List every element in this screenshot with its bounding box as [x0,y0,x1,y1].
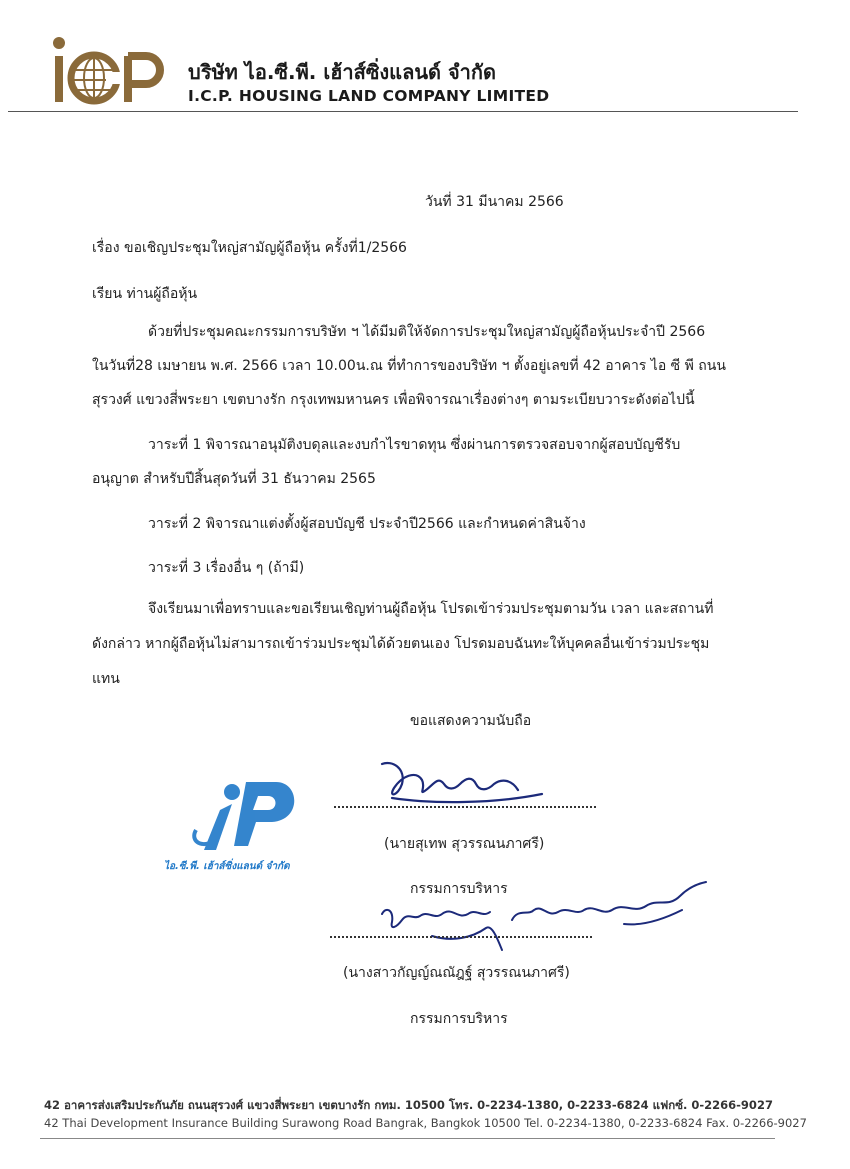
agenda-item-1: วาระที่ 1 พิจารณาอนุมัติงบดุลและงบกำไรขาดทุน ซึ่งผ่านการตรวจสอบจากผู้สอบบัญชีรับ [148,437,681,453]
letter-subject: เรื่อง ขอเชิญประชุมใหญ่สามัญผู้ถือหุ้น ครั้งที่1/2566 [92,240,407,256]
signatory-2-name: (นางสาวกัญญ์ณณัฎฐ์ สุวรรณนภาศรี) [343,965,570,981]
company-logo [46,34,164,106]
signature-1 [372,750,552,808]
closing-line: จึงเรียนมาเพื่อทราบและขอเรียนเชิญท่านผู้ถือหุ้น โปรดเข้าร่วมประชุมตามวัน เวลา และสถานที่ [148,601,714,617]
footer-divider [40,1138,775,1139]
signature-2 [362,880,714,962]
signatory-1-name: (นายสุเทพ สุวรรณนภาศรี) [384,836,545,852]
intro-line: ด้วยที่ประชุมคณะกรรมการบริษัท ฯ ได้มีมติให้จัดการประชุมใหญ่สามัญผู้ถือหุ้นประจำปี 2566 [148,324,706,340]
intro-line: ในวันที่28 เมษายน พ.ศ. 2566 เวลา 10.00น.ณ ที่ทำการของบริษัท ฯ ตั้งอยู่เลขที่ 42 อาคาร ไอ ซี พี ถนน [92,358,726,374]
header-divider [8,111,798,112]
signature-line-1 [334,806,596,808]
footer-address-thai: 42 อาคารส่งเสริมประกันภัย ถนนสุรวงศ์ แขวงสี่พระยา เขตบางรัก กทม. 10500 โทร. 0-2234-1380, 0-2233-6824 แฟกซ์. 0-2266-9027 [44,1098,773,1112]
closing-line: แทน [92,671,120,687]
letter-date: วันที่ 31 มีนาคม 2566 [425,194,564,210]
signatory-1-title: กรรมการบริหาร [410,881,508,897]
company-name-thai: บริษัท ไอ.ซี.พี. เฮ้าส์ซิ่งแลนด์ จำกัด [188,60,496,84]
closing-line: ดังกล่าว หากผู้ถือหุ้นไม่สามารถเข้าร่วมประชุมได้ด้วยตนเอง โปรดมอบฉันทะให้บุคคลอื่นเข้าร่วมประชุม [92,636,710,652]
signature-line-2 [330,936,592,938]
letter-salutation: เรียน ท่านผู้ถือหุ้น [92,286,198,302]
intro-line: สุรวงศ์ แขวงสี่พระยา เขตบางรัก กรุงเทพมหานคร เพื่อพิจารณาเรื่องต่างๆ ตามระเบียบวาระดังต่อไปนี้ [92,392,695,408]
company-stamp [160,770,335,875]
stamp-caption: ไอ.ซี.พี. เฮ้าส์ซิ่งแลนด์ จำกัด [164,861,290,872]
signatory-2-title: กรรมการบริหาร [410,1011,508,1027]
company-name-english: I.C.P. HOUSING LAND COMPANY LIMITED [188,87,550,105]
agenda-item-1-continued: อนุญาต สำหรับปีสิ้นสุดวันที่ 31 ธันวาคม 2565 [92,471,376,487]
agenda-item-2: วาระที่ 2 พิจารณาแต่งตั้งผู้สอบบัญชี ประจำปี2566 และกำหนดค่าสินจ้าง [148,516,586,532]
footer-address-english: 42 Thai Development Insurance Building Surawong Road Bangrak, Bangkok 10500 Tel. 0-2234-1380, 0-2233-6824 Fax. 0-2266-9027 [44,1116,807,1130]
agenda-item-3: วาระที่ 3 เรื่องอื่น ๆ (ถ้ามี) [148,560,305,576]
letter-regards: ขอแสดงความนับถือ [410,713,532,729]
